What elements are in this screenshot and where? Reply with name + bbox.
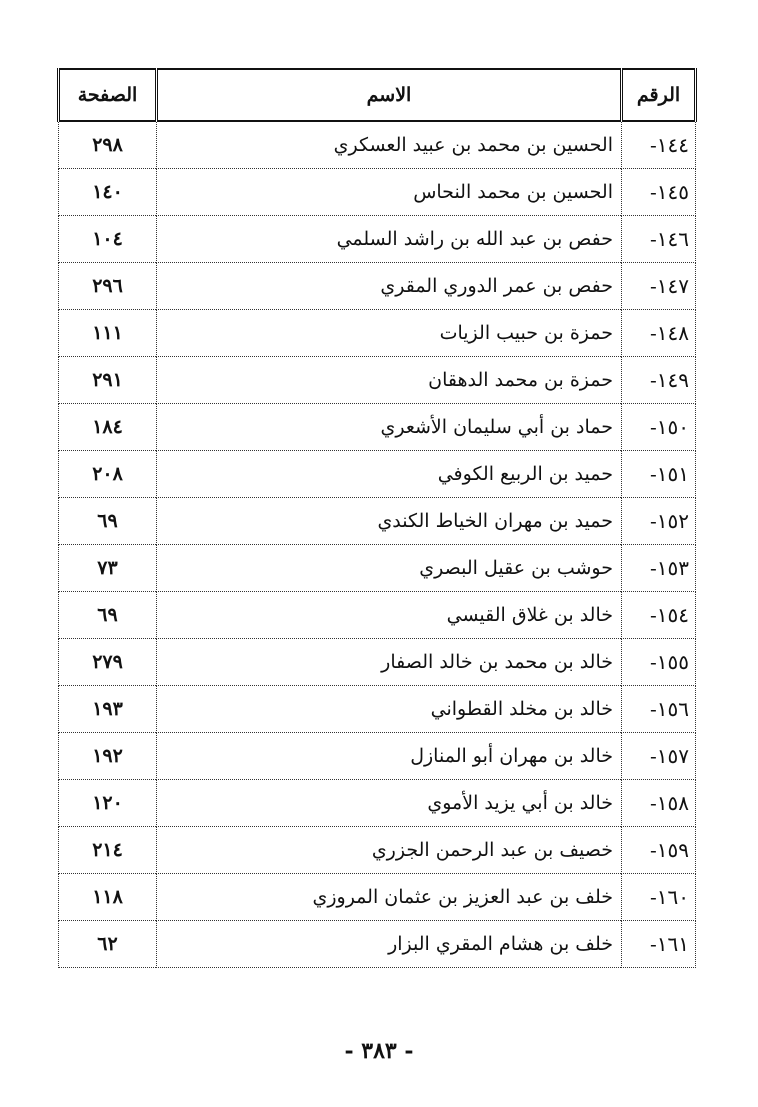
- entry-name: الحسين بن محمد النحاس: [157, 169, 622, 216]
- entry-page: ٦٢: [59, 921, 157, 968]
- table-row: [59, 827, 696, 874]
- table-body: [59, 121, 696, 968]
- header-row: [59, 69, 696, 121]
- table-row: [59, 310, 696, 357]
- entry-page: ٧٣: [59, 545, 157, 592]
- table-row: [59, 169, 696, 216]
- header-page: الصفحة: [59, 69, 157, 121]
- entry-page: ٢٩٨: [59, 121, 157, 169]
- table-row: [59, 498, 696, 545]
- entry-page: ٢٩١: [59, 357, 157, 404]
- entry-number: ١٥٠-: [622, 404, 696, 451]
- entry-name: خالد بن مخلد القطواني: [157, 686, 622, 733]
- table-row: [59, 357, 696, 404]
- table-row: [59, 780, 696, 827]
- entry-name: حميد بن مهران الخياط الكندي: [157, 498, 622, 545]
- entry-number: ١٥٧-: [622, 733, 696, 780]
- table-row: [59, 874, 696, 921]
- entry-number: ١٥٦-: [622, 686, 696, 733]
- table-row: [59, 639, 696, 686]
- entry-number: ١٥١-: [622, 451, 696, 498]
- entry-page: ١٨٤: [59, 404, 157, 451]
- entry-number: ١٥٨-: [622, 780, 696, 827]
- table-row: [59, 733, 696, 780]
- table-row: [59, 592, 696, 639]
- entry-number: ١٤٩-: [622, 357, 696, 404]
- entry-page: ١٢٠: [59, 780, 157, 827]
- entry-page: ١٩٣: [59, 686, 157, 733]
- entry-page: ٢٠٨: [59, 451, 157, 498]
- entry-name: حميد بن الربيع الكوفي: [157, 451, 622, 498]
- entry-number: ١٥٣-: [622, 545, 696, 592]
- entry-number: ١٦١-: [622, 921, 696, 968]
- entry-page: ٢٧٩: [59, 639, 157, 686]
- entry-page: ١٤٠: [59, 169, 157, 216]
- table-row: [59, 404, 696, 451]
- entry-name: حماد بن أبي سليمان الأشعري: [157, 404, 622, 451]
- entry-name: خالد بن مهران أبو المنازل: [157, 733, 622, 780]
- entry-number: ١٤٧-: [622, 263, 696, 310]
- entry-name: حفص بن عمر الدوري المقري: [157, 263, 622, 310]
- entry-name: حوشب بن عقيل البصري: [157, 545, 622, 592]
- index-table: [57, 68, 697, 968]
- table-row: [59, 216, 696, 263]
- entry-number: ١٦٠-: [622, 874, 696, 921]
- entry-number: ١٤٦-: [622, 216, 696, 263]
- entry-name: خالد بن أبي يزيد الأموي: [157, 780, 622, 827]
- table-row: [59, 263, 696, 310]
- entry-number: ١٥٥-: [622, 639, 696, 686]
- entry-number: ١٥٩-: [622, 827, 696, 874]
- entry-name: خالد بن محمد بن خالد الصفار: [157, 639, 622, 686]
- entry-number: ١٥٤-: [622, 592, 696, 639]
- entry-name: حمزة بن حبيب الزيات: [157, 310, 622, 357]
- table-row: [59, 451, 696, 498]
- header-number: الرقم: [622, 69, 696, 121]
- entry-name: الحسين بن محمد بن عبيد العسكري: [157, 121, 622, 169]
- entry-number: ١٤٨-: [622, 310, 696, 357]
- entry-name: حمزة بن محمد الدهقان: [157, 357, 622, 404]
- entry-page: ١٩٢: [59, 733, 157, 780]
- entry-page: ٢١٤: [59, 827, 157, 874]
- entry-number: ١٤٤-: [622, 121, 696, 169]
- header-name: الاسم: [157, 69, 622, 121]
- entry-number: ١٤٥-: [622, 169, 696, 216]
- entry-page: ٢٩٦: [59, 263, 157, 310]
- entry-number: ١٥٢-: [622, 498, 696, 545]
- entry-page: ١٠٤: [59, 216, 157, 263]
- table-row: [59, 686, 696, 733]
- entry-name: خالد بن غلاق القيسي: [157, 592, 622, 639]
- entry-name: خلف بن عبد العزيز بن عثمان المروزي: [157, 874, 622, 921]
- entry-name: حفص بن عبد الله بن راشد السلمي: [157, 216, 622, 263]
- table-row: [59, 921, 696, 968]
- table-row: [59, 545, 696, 592]
- entry-page: ٦٩: [59, 498, 157, 545]
- entry-page: ١١٨: [59, 874, 157, 921]
- entry-page: ١١١: [59, 310, 157, 357]
- entry-name: خصيف بن عبد الرحمن الجزري: [157, 827, 622, 874]
- entry-name: خلف بن هشام المقري البزار: [157, 921, 622, 968]
- table-row: [59, 121, 696, 169]
- entry-page: ٦٩: [59, 592, 157, 639]
- page-number: - ٣٨٣ -: [344, 1038, 414, 1064]
